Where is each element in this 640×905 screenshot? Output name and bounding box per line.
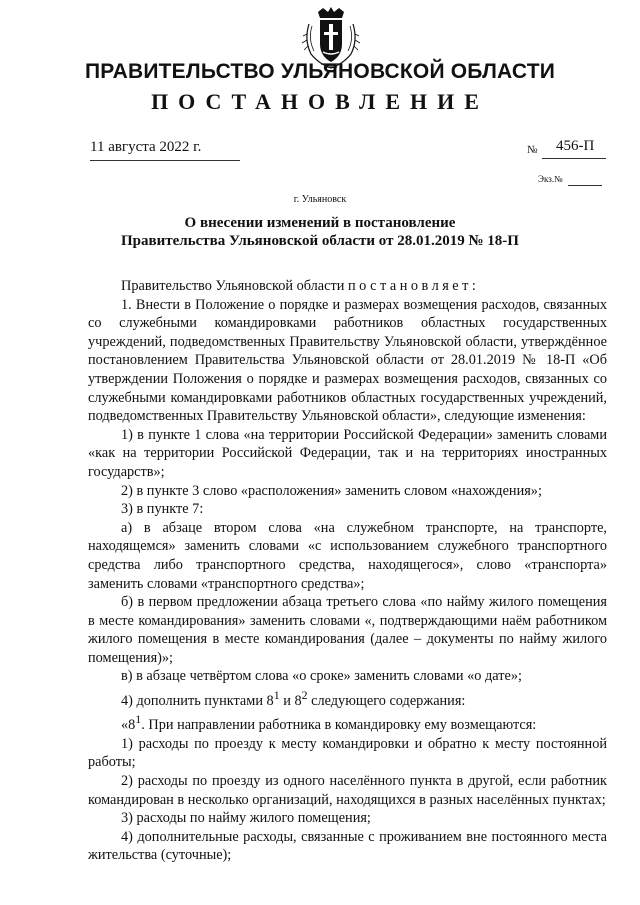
p4-lead: 4) дополнить пунктами 8 [121,692,274,709]
p81-lead: «8 [121,717,136,734]
p81-text: . При направлении работника в командировку ему возмещаются: [141,717,537,734]
paragraph: 1. Внести в Положение о порядке и размерах возмещения расходов, связанных со служебными командировками работников областных государственных учреждений, подведомственных Правительству Ульяновской области, утверждённое постановлением Правительства Ульяновской области от 28.01.2019 № 18-П «Об утверждении Положения о порядке и размерах возмещения расходов, связанных со служебными командировками работников областных государственных учреждений, подведомственных Правительству Ульяновской области», следующие изменения: [88,296,607,425]
paragraph-8-1 [88,710,607,734]
list-item: 3) расходы по найму жилого помещения; [121,810,371,827]
list-item: 2) расходы по проезду из одного населённого пункта в другой, если работник командирован в несколько организаций, находящихся в разных населённых пунктах; [88,772,607,808]
number-underline [542,158,606,159]
document-subject [0,214,640,250]
preamble-end: : [471,278,476,294]
p4-mid: и 8 [279,692,302,709]
document-type: ПОСТАНОВЛЕНИЕ [151,89,489,114]
paragraph: б) в первом предложении абзаца третьего слова «по найму жилого помещения в месте командирования» заменить словами «, подтверждающими наём работником жилого помещения в месте командирования (далее – документы по найму жилого помещения)»; [88,594,607,666]
document-body [88,277,607,865]
date-underline [90,160,240,161]
paragraph: а) в абзаце втором слова «на служебном транспорте, на транспорте, находящемся» заменить словами «с использованием служебного транспортного средства либо транспортного средства, находящегося», слово «транспорта» заменить словами «транспортного средства»; [88,519,607,592]
list-item: 1) расходы по проезду к месту командировки и обратно к месту постоянной работы; [88,735,607,771]
paragraph: 3) в пункте 7: [121,501,204,518]
p81-sup: 1 [135,712,142,727]
preamble-verb: постановляет [347,278,472,294]
preamble-lead: Правительство Ульяновской области [121,278,348,294]
subject-line-2: Правительства Ульяновской области от 28.01.2019 № 18-П [121,233,519,249]
government-name: ПРАВИТЕЛЬСТВО УЛЬЯНОВСКОЙ ОБЛАСТИ [84,60,556,83]
p4-sup-1: 1 [273,688,280,703]
paragraph-4 [88,686,607,710]
copy-number-label: Экз.№ [538,174,563,184]
p4-sup-2: 2 [301,688,308,703]
preamble [88,277,607,296]
subject-line-1: О внесении изменений в постановление [184,215,456,231]
document-number: 456-П [556,138,595,154]
copy-number-underline [568,185,602,186]
number-label: № [527,144,538,156]
paragraph: в) в абзаце четвёртом слова «о сроке» заменить словами «о дате»; [121,668,522,685]
p4-end: следующего содержания: [307,692,466,709]
paragraph: 1) в пункте 1 слова «на территории Российской Федерации» заменить словами «как на территории Российской Федерации, так и на территориях иностранных государств»; [88,426,607,480]
document-date: 11 августа 2022 г. [90,139,202,155]
city-name: г. Ульяновск [293,194,347,205]
paragraph: 2) в пункте 3 слово «расположения» заменить словом «нахождения»; [121,482,542,499]
list-item: 4) дополнительные расходы, связанные с проживанием вне постоянного места жительства (суточные); [88,828,607,864]
